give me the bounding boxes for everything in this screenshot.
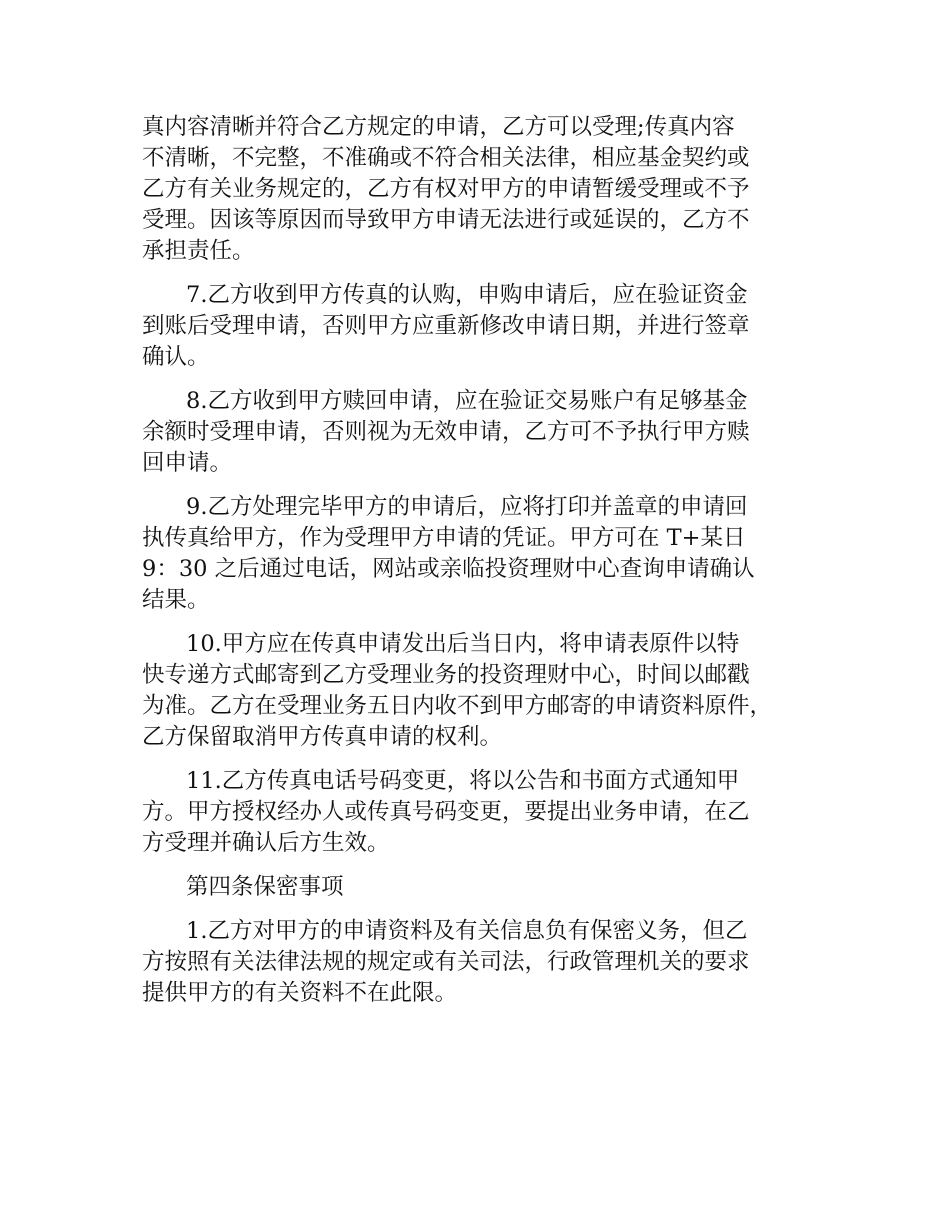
paragraph-item-7: 7.乙方收到甲方传真的认购，申购申请后，应在验证资金 到账后受理申请，否则甲方应重新修改申请日期，并进行签章 确认。 [142, 282, 750, 370]
paragraph-item-8: 8.乙方收到甲方赎回申请，应在验证交易账户有足够基金 余额时受理申请，否则视为无效申请，乙方可不予执行甲方赎 回申请。 [142, 388, 750, 476]
document-body [142, 112, 814, 1022]
paragraph-section4-item-1: 1.乙方对甲方的申请资料及有关信息负有保密义务，但乙 方按照有关法律法规的规定或有关司法，行政管理机关的要求 提供甲方的有关资料不在此限。 [142, 918, 750, 1006]
paragraph-continued: 真内容清晰并符合乙方规定的申请，乙方可以受理;传真内容 不清晰，不完整，不准确或不符合相关法律，相应基金契约或 乙方有关业务规定的，乙方有权对甲方的申请暂缓受理或不予 受理。因该等原因而导致甲方申请无法进行或延误的，乙方不 承担责任。 [142, 114, 750, 264]
paragraph-item-9: 9.乙方处理完毕甲方的申请后，应将打印并盖章的申请回 执传真给甲方，作为受理甲方申请的凭证。甲方可在 T+某日 9：30 之后通过电话，网站或亲临投资理财中心查询申请确认 结果。 [142, 494, 755, 613]
paragraph-item-11: 11.乙方传真电话号码变更，将以公告和书面方式通知甲 方。甲方授权经办人或传真号码变更，要提出业务申请，在乙 方受理并确认后方生效。 [142, 768, 750, 856]
section-heading: 第四条保密事项 [186, 874, 344, 900]
paragraph-item-10: 10.甲方应在传真申请发出后当日内，将申请表原件以特 快专递方式邮寄到乙方受理业务的投资理财中心，时间以邮戳 为准。乙方在受理业务五日内收不到甲方邮寄的申请资料原件， 乙方保留取消甲方传真申请的权利。 [142, 631, 773, 750]
